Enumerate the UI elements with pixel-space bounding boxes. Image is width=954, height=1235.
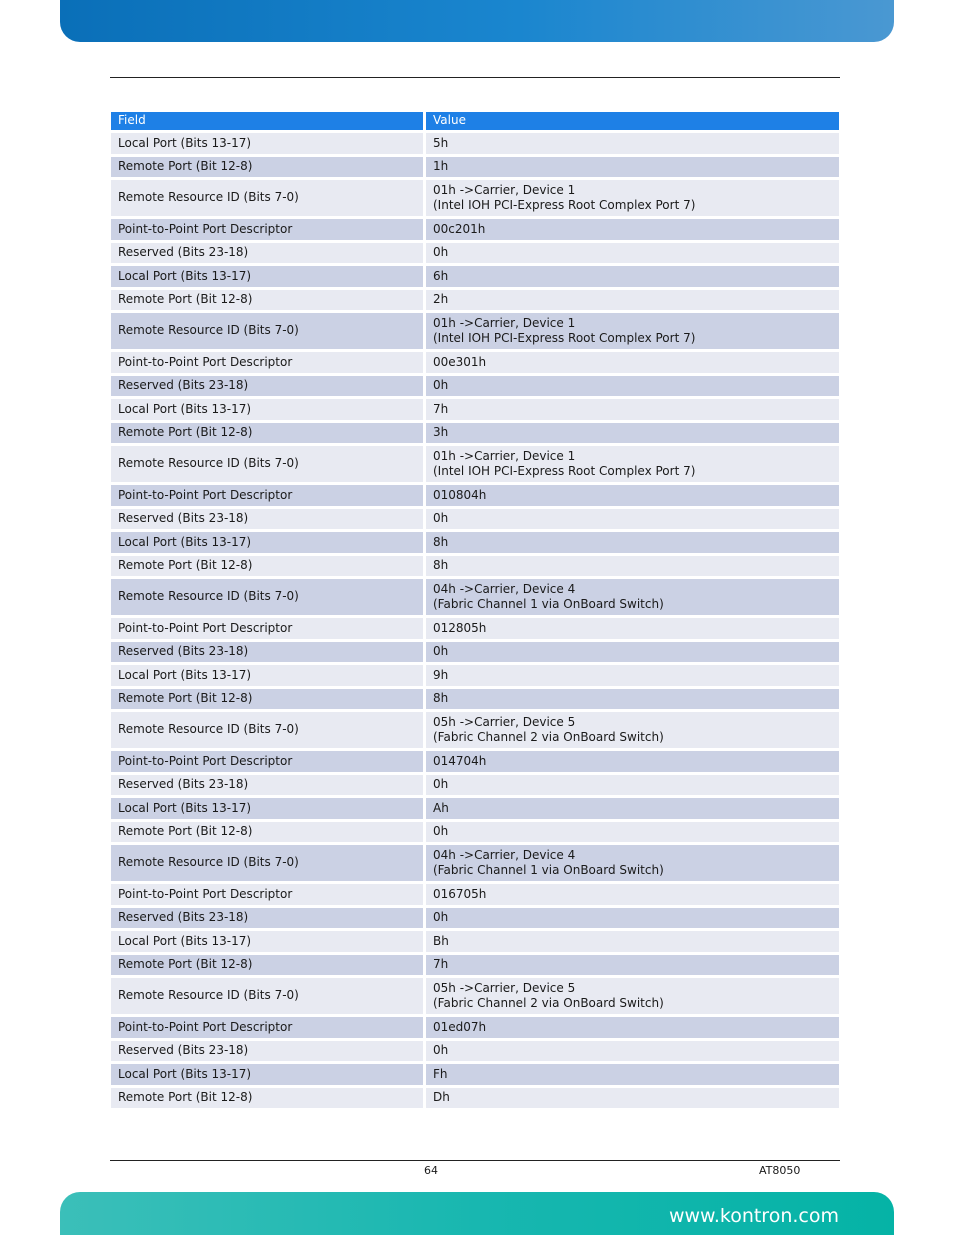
table-row	[111, 399, 839, 420]
field-cell: Remote Port (Bit 12-8)	[111, 423, 423, 444]
value-line: Ah	[433, 800, 449, 815]
field-cell: Local Port (Bits 13-17)	[111, 1064, 423, 1085]
table-row	[111, 219, 839, 240]
value-cell	[426, 689, 839, 710]
value-cell	[426, 399, 839, 420]
value-line: 04h ->Carrier, Device 4	[433, 581, 576, 596]
value-cell	[426, 908, 839, 929]
column-header-value: Value	[426, 112, 839, 130]
footer-rule	[110, 1160, 840, 1161]
field-cell: Point-to-Point Port Descriptor	[111, 485, 423, 506]
value-line: (Fabric Channel 2 via OnBoard Switch)	[433, 996, 664, 1010]
value-cell	[426, 423, 839, 444]
table-row	[111, 423, 839, 444]
value-cell	[426, 845, 839, 881]
value-cell	[426, 822, 839, 843]
value-line: 0h	[433, 245, 449, 259]
field-cell: Point-to-Point Port Descriptor	[111, 352, 423, 373]
table-row	[111, 822, 839, 843]
table-row	[111, 775, 839, 796]
value-line: (Intel IOH PCI-Express Root Complex Port 7)	[433, 464, 696, 478]
table-row	[111, 290, 839, 311]
field-cell: Remote Resource ID (Bits 7-0)	[111, 845, 423, 881]
field-cell: Local Port (Bits 13-17)	[111, 266, 423, 287]
value-line: (Fabric Channel 1 via OnBoard Switch)	[433, 597, 664, 611]
value-line: 7h	[433, 957, 449, 971]
field-cell: Remote Port (Bit 12-8)	[111, 157, 423, 178]
value-line: 0h	[433, 644, 449, 658]
value-cell	[426, 978, 839, 1014]
field-cell: Remote Port (Bit 12-8)	[111, 689, 423, 710]
table-row	[111, 689, 839, 710]
table-row	[111, 908, 839, 929]
value-cell	[426, 665, 839, 686]
table-body	[111, 133, 839, 1108]
table-row	[111, 845, 839, 881]
table-row	[111, 266, 839, 287]
table-row	[111, 712, 839, 748]
table-row	[111, 133, 839, 154]
value-cell	[426, 180, 839, 216]
field-cell: Local Port (Bits 13-17)	[111, 399, 423, 420]
value-cell	[426, 931, 839, 952]
value-cell	[426, 532, 839, 553]
value-cell	[426, 219, 839, 240]
value-line: 0h	[433, 777, 449, 791]
value-cell	[426, 775, 839, 796]
value-line: 012805h	[433, 620, 487, 635]
field-cell: Point-to-Point Port Descriptor	[111, 618, 423, 639]
value-line: 01h ->Carrier, Device 1	[433, 448, 576, 463]
bottom-footer-banner	[60, 1192, 894, 1235]
value-cell	[426, 751, 839, 772]
value-line: Bh	[433, 933, 449, 948]
value-line: 8h	[433, 691, 449, 705]
field-cell: Point-to-Point Port Descriptor	[111, 219, 423, 240]
value-cell	[426, 243, 839, 264]
field-cell: Reserved (Bits 23-18)	[111, 642, 423, 663]
field-cell: Local Port (Bits 13-17)	[111, 665, 423, 686]
value-line: 01h ->Carrier, Device 1	[433, 315, 576, 330]
value-line: 0h	[433, 824, 449, 838]
value-line: 1h	[433, 159, 449, 173]
table-row	[111, 1041, 839, 1062]
value-line: 0h	[433, 511, 449, 525]
value-line: 0h	[433, 1043, 449, 1057]
value-cell	[426, 1017, 839, 1038]
field-cell: Remote Port (Bit 12-8)	[111, 290, 423, 311]
document-name: AT8050	[759, 1164, 801, 1177]
value-line: (Fabric Channel 1 via OnBoard Switch)	[433, 863, 664, 877]
value-line: (Fabric Channel 2 via OnBoard Switch)	[433, 730, 664, 744]
field-cell: Remote Resource ID (Bits 7-0)	[111, 446, 423, 482]
value-line: 3h	[433, 425, 449, 439]
value-line: 0h	[433, 910, 449, 924]
value-cell	[426, 579, 839, 615]
value-line: 2h	[433, 292, 449, 306]
field-cell: Point-to-Point Port Descriptor	[111, 884, 423, 905]
value-line: 7h	[433, 401, 449, 416]
value-line: 5h	[433, 135, 449, 150]
field-cell: Reserved (Bits 23-18)	[111, 775, 423, 796]
value-cell	[426, 556, 839, 577]
field-cell: Local Port (Bits 13-17)	[111, 532, 423, 553]
table-row	[111, 798, 839, 819]
value-line: (Intel IOH PCI-Express Root Complex Port 7)	[433, 331, 696, 345]
value-line: 6h	[433, 268, 449, 283]
value-cell	[426, 509, 839, 530]
table-row	[111, 618, 839, 639]
table-row	[111, 955, 839, 976]
top-header-banner	[60, 0, 894, 42]
field-cell: Reserved (Bits 23-18)	[111, 509, 423, 530]
table-row	[111, 1064, 839, 1085]
value-cell	[426, 1041, 839, 1062]
value-line: Fh	[433, 1066, 448, 1081]
value-cell	[426, 446, 839, 482]
value-cell	[426, 1064, 839, 1085]
table-row	[111, 352, 839, 373]
website-link[interactable]: www.kontron.com	[668, 1205, 839, 1227]
value-line: 8h	[433, 534, 449, 549]
value-line: 016705h	[433, 886, 487, 901]
field-cell: Local Port (Bits 13-17)	[111, 798, 423, 819]
field-cell: Remote Resource ID (Bits 7-0)	[111, 712, 423, 748]
port-descriptor-table	[108, 109, 842, 1111]
value-cell	[426, 618, 839, 639]
field-cell: Remote Resource ID (Bits 7-0)	[111, 978, 423, 1014]
table-row	[111, 509, 839, 530]
field-cell: Remote Resource ID (Bits 7-0)	[111, 180, 423, 216]
table-row	[111, 642, 839, 663]
table-row	[111, 884, 839, 905]
field-cell: Remote Port (Bit 12-8)	[111, 822, 423, 843]
table-row	[111, 485, 839, 506]
value-cell	[426, 798, 839, 819]
value-line: 010804h	[433, 487, 487, 502]
value-cell	[426, 266, 839, 287]
value-cell	[426, 642, 839, 663]
table-row	[111, 313, 839, 349]
table-row	[111, 751, 839, 772]
table-row	[111, 665, 839, 686]
value-cell	[426, 376, 839, 397]
field-cell: Reserved (Bits 23-18)	[111, 376, 423, 397]
table-row	[111, 931, 839, 952]
value-line: 9h	[433, 667, 449, 682]
table-row	[111, 1017, 839, 1038]
value-cell	[426, 290, 839, 311]
value-cell	[426, 313, 839, 349]
table-row	[111, 376, 839, 397]
table-row	[111, 180, 839, 216]
field-cell: Remote Port (Bit 12-8)	[111, 955, 423, 976]
value-line: 014704h	[433, 753, 487, 768]
value-line: 8h	[433, 558, 449, 572]
field-cell: Remote Port (Bit 12-8)	[111, 1088, 423, 1109]
column-header-field: Field	[111, 112, 423, 130]
table-row	[111, 157, 839, 178]
value-line: 05h ->Carrier, Device 5	[433, 980, 576, 995]
field-cell: Local Port (Bits 13-17)	[111, 931, 423, 952]
table-header-row	[111, 112, 839, 130]
value-line: 05h ->Carrier, Device 5	[433, 714, 576, 729]
field-cell: Remote Resource ID (Bits 7-0)	[111, 579, 423, 615]
header-rule	[110, 77, 840, 78]
value-cell	[426, 352, 839, 373]
value-line: 00c201h	[433, 221, 486, 236]
value-line: 00e301h	[433, 354, 487, 369]
value-line: 04h ->Carrier, Device 4	[433, 847, 576, 862]
value-line: 01ed07h	[433, 1019, 487, 1034]
table-row	[111, 556, 839, 577]
value-cell	[426, 884, 839, 905]
page-number: 64	[424, 1164, 438, 1177]
field-cell: Reserved (Bits 23-18)	[111, 243, 423, 264]
field-cell: Remote Resource ID (Bits 7-0)	[111, 313, 423, 349]
value-cell	[426, 485, 839, 506]
field-cell: Point-to-Point Port Descriptor	[111, 751, 423, 772]
field-cell: Point-to-Point Port Descriptor	[111, 1017, 423, 1038]
value-cell	[426, 1088, 839, 1109]
table-row	[111, 243, 839, 264]
field-cell: Reserved (Bits 23-18)	[111, 908, 423, 929]
value-cell	[426, 133, 839, 154]
table-row	[111, 1088, 839, 1109]
value-cell	[426, 157, 839, 178]
value-line: 01h ->Carrier, Device 1	[433, 182, 576, 197]
table-row	[111, 446, 839, 482]
value-line: (Intel IOH PCI-Express Root Complex Port 7)	[433, 198, 696, 212]
table-row	[111, 978, 839, 1014]
table-row	[111, 579, 839, 615]
field-cell: Reserved (Bits 23-18)	[111, 1041, 423, 1062]
value-cell	[426, 955, 839, 976]
table-row	[111, 532, 839, 553]
field-cell: Local Port (Bits 13-17)	[111, 133, 423, 154]
value-line: Dh	[433, 1090, 450, 1104]
value-cell	[426, 712, 839, 748]
value-line: 0h	[433, 378, 449, 392]
field-cell: Remote Port (Bit 12-8)	[111, 556, 423, 577]
